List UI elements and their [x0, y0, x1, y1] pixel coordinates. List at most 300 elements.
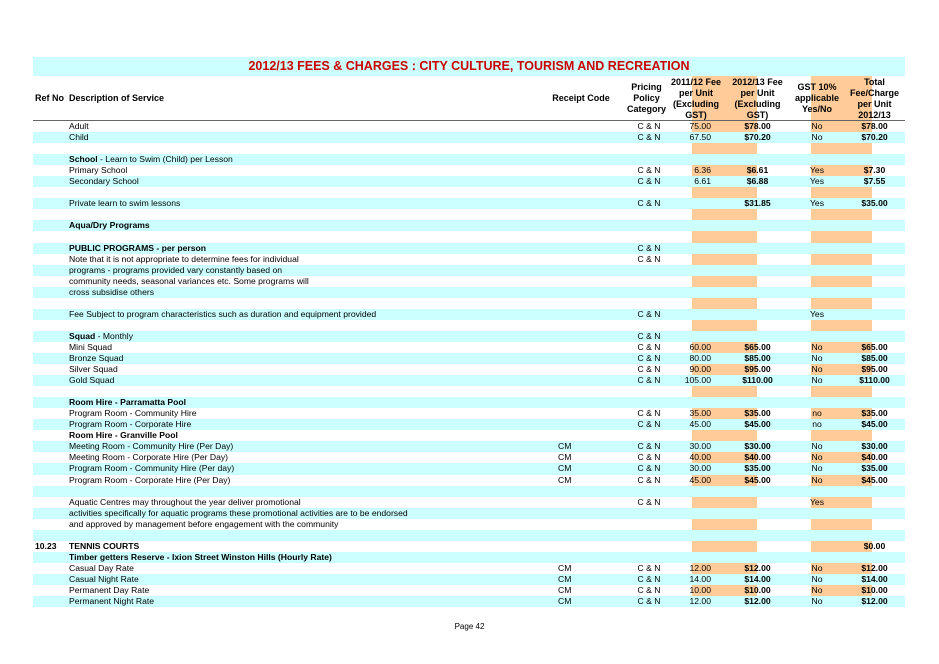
row-pol: C & N — [637, 474, 661, 485]
row-f11: 30.00 — [689, 441, 711, 452]
row-pol: C & N — [637, 330, 661, 341]
row-gst: No — [811, 573, 823, 584]
row-f11 — [681, 287, 711, 298]
row-f11 — [681, 243, 711, 254]
row-description-text: Permanent Night Rate — [69, 596, 155, 607]
row-pol — [633, 187, 665, 198]
row-pol — [633, 143, 665, 154]
row-f11: 30.00 — [689, 463, 711, 474]
table-row — [33, 364, 905, 375]
row-f12: $70.20 — [744, 132, 771, 143]
row-gst: No — [811, 441, 823, 452]
row-description — [69, 563, 134, 574]
row-f11: 67.50 — [689, 132, 711, 143]
row-tot — [844, 331, 905, 342]
row-tot — [844, 552, 905, 563]
row-gst: Yes — [809, 198, 825, 209]
row-f12: $30.00 — [744, 441, 771, 452]
row-description-text: cross subsidise others — [69, 286, 155, 297]
row-pol — [633, 276, 665, 287]
row-description — [69, 452, 228, 463]
row-description — [69, 397, 186, 408]
row-ref: 10.23 — [35, 540, 57, 551]
table-row — [33, 154, 905, 165]
row-description — [69, 353, 123, 364]
row-f11 — [681, 309, 711, 320]
row-f12: $35.00 — [744, 408, 771, 419]
table-row — [33, 176, 905, 187]
row-description — [69, 552, 332, 563]
table-row — [33, 408, 905, 419]
row-description-text: Casual Night Rate — [69, 573, 139, 584]
row-description-bold: PUBLIC PROGRAMS - per person — [69, 242, 207, 253]
row-description-bold: Squad — [69, 330, 96, 341]
row-f12 — [725, 386, 790, 397]
row-description — [69, 463, 234, 474]
row-gst: No — [811, 352, 823, 363]
row-f12: $6.88 — [746, 176, 769, 187]
row-f11 — [681, 187, 711, 198]
header-ref: Ref No — [35, 93, 64, 103]
row-tot: $70.20 — [861, 132, 888, 143]
row-tot — [844, 497, 905, 508]
row-pol: C & N — [637, 584, 661, 595]
row-gst — [790, 276, 844, 287]
row-gst — [790, 154, 844, 165]
row-gst: No — [811, 364, 823, 375]
row-description — [69, 342, 112, 353]
row-f11 — [681, 497, 711, 508]
row-f12 — [725, 220, 790, 231]
row-tot: $35.00 — [861, 463, 888, 474]
row-tot — [844, 276, 905, 287]
row-f12 — [725, 430, 790, 441]
row-pol — [633, 519, 665, 530]
row-f12 — [725, 276, 790, 287]
row-f12 — [725, 143, 790, 154]
row-gst: No — [811, 562, 823, 573]
row-tot — [844, 265, 905, 276]
row-pol — [633, 154, 665, 165]
row-pol — [633, 298, 665, 309]
row-f12 — [725, 530, 790, 541]
table-row — [33, 342, 905, 353]
row-f12 — [725, 231, 790, 242]
row-gst — [790, 220, 844, 231]
row-pol: C & N — [637, 341, 661, 352]
row-gst — [790, 486, 844, 497]
table-row — [33, 530, 905, 541]
row-pol: C & N — [637, 132, 661, 143]
table-row — [33, 574, 905, 585]
row-f12: $45.00 — [744, 474, 771, 485]
row-f11 — [681, 276, 711, 287]
row-pol — [633, 552, 665, 563]
row-tot — [844, 154, 905, 165]
row-f11 — [681, 220, 711, 231]
row-f11: 60.00 — [689, 341, 711, 352]
row-description-text: Gold Squad — [69, 375, 115, 386]
row-f11 — [681, 519, 711, 530]
row-gst: No — [811, 452, 823, 463]
row-pol — [633, 541, 665, 552]
row-f12 — [725, 187, 790, 198]
row-pol: C & N — [637, 176, 661, 187]
row-f11: 45.00 — [689, 419, 711, 430]
table-row — [33, 519, 905, 530]
row-rcpt: CM — [558, 573, 572, 584]
table-row — [33, 309, 905, 320]
row-f12 — [725, 497, 790, 508]
row-f12 — [725, 320, 790, 331]
row-tot — [844, 220, 905, 231]
row-gst: No — [811, 341, 823, 352]
row-description-bold: Timber getters Reserve - Ixion Street Winston Hills (Hourly Rate) — [69, 551, 332, 562]
row-f12: $78.00 — [744, 121, 771, 131]
row-pol: C & N — [637, 562, 661, 573]
row-f11: 105.00 — [684, 375, 711, 386]
row-gst — [790, 243, 844, 254]
row-description-text: Aquatic Centres may throughout the year deliver promotional — [69, 496, 301, 507]
row-f12 — [725, 265, 790, 276]
row-pol: C & N — [637, 375, 661, 386]
row-pol — [633, 386, 665, 397]
row-f11 — [681, 198, 711, 209]
row-description — [69, 243, 206, 254]
row-tot: $14.00 — [861, 573, 888, 584]
row-f12 — [725, 486, 790, 497]
row-tot — [844, 508, 905, 519]
row-description — [69, 276, 309, 287]
row-description — [69, 287, 154, 298]
row-pol — [633, 209, 665, 220]
row-description-bold: Aqua/Dry Programs — [69, 220, 150, 231]
row-f11: 6.36 — [694, 165, 711, 176]
row-description-text: Primary School — [69, 165, 128, 176]
row-pol: C & N — [637, 165, 661, 176]
row-gst — [790, 320, 844, 331]
row-tot — [844, 231, 905, 242]
row-tot: $95.00 — [861, 364, 888, 375]
table-row — [33, 231, 905, 242]
row-rcpt: CM — [558, 441, 572, 452]
row-description-text: Meeting Room - Community Hire (Per Day) — [69, 441, 234, 452]
row-f11 — [681, 320, 711, 331]
row-description-text: Program Room - Community Hire (Per day) — [69, 463, 235, 474]
table-row — [33, 419, 905, 430]
row-f12 — [725, 309, 790, 320]
row-description — [69, 541, 139, 552]
row-pol: C & N — [637, 121, 661, 131]
header-receipt-code: Receipt Code — [552, 93, 610, 103]
table-row — [33, 585, 905, 596]
row-f12 — [725, 508, 790, 519]
table-row — [33, 475, 905, 486]
row-pol — [633, 231, 665, 242]
row-pol: C & N — [637, 419, 661, 430]
table-row — [33, 452, 905, 463]
header-fee-2011: 2011/12 Fee per Unit (Excluding GST) — [670, 76, 722, 120]
row-gst: No — [811, 375, 823, 386]
row-f11 — [681, 154, 711, 165]
table-row — [33, 243, 905, 254]
row-description-bold: School — [69, 154, 98, 165]
row-f12 — [725, 154, 790, 165]
row-gst: Yes — [809, 308, 825, 319]
row-description — [69, 596, 154, 607]
table-row — [33, 287, 905, 298]
row-gst — [790, 265, 844, 276]
row-description-text: programs - programs provided vary constantly based on — [69, 264, 283, 275]
row-pol: C & N — [637, 364, 661, 375]
row-gst — [790, 397, 844, 408]
row-f12 — [725, 331, 790, 342]
row-description-text: Secondary School — [69, 176, 139, 187]
row-f12: $40.00 — [744, 452, 771, 463]
row-gst — [790, 231, 844, 242]
row-tot: $85.00 — [861, 352, 888, 363]
row-description — [69, 519, 338, 530]
row-gst: No — [811, 121, 823, 131]
row-description — [69, 198, 180, 209]
row-gst — [790, 298, 844, 309]
header-pricing-policy: Pricing Policy Category — [626, 82, 666, 114]
row-f11 — [681, 386, 711, 397]
row-gst: Yes — [809, 176, 825, 187]
row-description — [69, 497, 301, 508]
row-f11 — [681, 552, 711, 563]
row-f12 — [725, 541, 790, 552]
row-f12: $85.00 — [744, 352, 771, 363]
row-tot: $12.00 — [861, 562, 888, 573]
row-tot: $30.00 — [861, 441, 888, 452]
table-row — [33, 430, 905, 441]
row-pol: C & N — [637, 198, 661, 209]
row-f11 — [681, 541, 711, 552]
row-tot: $10.00 — [861, 584, 888, 595]
row-f11 — [681, 231, 711, 242]
row-description — [69, 585, 149, 596]
row-f12 — [725, 298, 790, 309]
row-description-text: - Learn to Swim (Child) per Lesson — [97, 154, 233, 165]
table-row — [33, 121, 905, 132]
row-description — [69, 254, 299, 265]
row-tot — [844, 287, 905, 298]
table-row — [33, 331, 905, 342]
table-row — [33, 265, 905, 276]
row-tot: $7.30 — [863, 165, 886, 176]
row-tot — [844, 309, 905, 320]
row-pol — [633, 508, 665, 519]
table-row — [33, 276, 905, 287]
row-f11: 10.00 — [689, 584, 711, 595]
row-description — [69, 154, 233, 165]
page-number: Page 42 — [454, 622, 485, 631]
row-tot: $12.00 — [861, 596, 888, 607]
table-row — [33, 463, 905, 474]
row-description-text: Note that it is not appropriate to determine fees for individual — [69, 253, 299, 264]
row-description — [69, 220, 150, 231]
row-f12: $14.00 — [744, 573, 771, 584]
table-header — [33, 76, 905, 121]
table-row — [33, 441, 905, 452]
row-pol: C & N — [637, 463, 661, 474]
row-gst — [790, 209, 844, 220]
row-gst — [790, 519, 844, 530]
row-description-text: Program Room - Corporate Hire (Per Day) — [69, 474, 231, 485]
row-rcpt: CM — [558, 584, 572, 595]
row-pol: C & N — [637, 441, 661, 452]
row-gst: Yes — [809, 496, 825, 507]
row-rcpt: CM — [558, 474, 572, 485]
row-f12: $35.00 — [744, 463, 771, 474]
table-row — [33, 198, 905, 209]
row-f11 — [681, 265, 711, 276]
row-description-text: Program Room - Community Hire — [69, 408, 197, 419]
row-f12 — [725, 397, 790, 408]
row-pol: C & N — [637, 308, 661, 319]
row-description — [69, 176, 139, 187]
row-gst: no — [812, 419, 822, 430]
table-row — [33, 563, 905, 574]
row-gst: No — [811, 474, 823, 485]
row-gst: No — [811, 463, 823, 474]
row-f11: 80.00 — [689, 352, 711, 363]
row-pol — [633, 220, 665, 231]
row-tot — [844, 430, 905, 441]
row-description — [69, 265, 282, 276]
row-tot: $7.55 — [863, 176, 886, 187]
row-f12: $12.00 — [744, 562, 771, 573]
table-row — [33, 165, 905, 176]
row-tot — [844, 243, 905, 254]
row-f12: $6.61 — [746, 165, 769, 176]
row-gst — [790, 187, 844, 198]
row-tot: $40.00 — [861, 452, 888, 463]
row-pol — [633, 320, 665, 331]
row-f11: 14.00 — [689, 573, 711, 584]
row-f12 — [725, 552, 790, 563]
row-description — [69, 408, 197, 419]
table-row — [33, 298, 905, 309]
row-tot — [844, 320, 905, 331]
row-description-text: Fee Subject to program characteristics such as duration and equipment provided — [69, 308, 377, 319]
row-f12 — [725, 254, 790, 265]
row-description-text: Private learn to swim lessons — [69, 198, 181, 209]
table-row — [33, 187, 905, 198]
row-f11 — [681, 486, 711, 497]
row-f11 — [681, 397, 711, 408]
row-description-text: Child — [69, 132, 89, 143]
row-description-text: Casual Day Rate — [69, 562, 134, 573]
row-tot: $45.00 — [861, 419, 888, 430]
row-tot — [844, 486, 905, 497]
row-description-text: and approved by management before engagement with the community — [69, 518, 339, 529]
table-row — [33, 486, 905, 497]
row-f11: 12.00 — [689, 562, 711, 573]
row-description — [69, 430, 178, 441]
row-f11 — [681, 298, 711, 309]
row-pol: C & N — [637, 596, 661, 607]
row-f11: 35.00 — [689, 408, 711, 419]
row-gst: No — [811, 132, 823, 143]
row-gst — [790, 331, 844, 342]
row-tot — [844, 530, 905, 541]
row-pol: C & N — [637, 242, 661, 253]
table-row — [33, 132, 905, 143]
row-pol: C & N — [637, 573, 661, 584]
row-description-text: - Monthly — [95, 330, 133, 341]
header-description: Description of Service — [69, 93, 165, 103]
table-row — [33, 386, 905, 397]
row-gst — [790, 287, 844, 298]
row-gst — [790, 552, 844, 563]
table-row — [33, 552, 905, 563]
row-rcpt: CM — [558, 463, 572, 474]
row-f11 — [681, 530, 711, 541]
row-tot — [844, 143, 905, 154]
row-f11 — [681, 254, 711, 265]
row-tot: $35.00 — [861, 198, 888, 209]
row-f12: $95.00 — [744, 364, 771, 375]
row-f11 — [681, 430, 711, 441]
row-description-text: activities specifically for aquatic programs these promotional activities are to be endorsed — [69, 507, 408, 518]
row-gst: no — [812, 408, 822, 419]
table-row — [33, 508, 905, 519]
row-gst — [790, 386, 844, 397]
header-gst: GST 10% applicable Yes/No — [794, 82, 839, 114]
row-pol: C & N — [637, 452, 661, 463]
row-description — [69, 309, 376, 320]
row-description — [69, 419, 191, 430]
row-description-bold: Room Hire - Granville Pool — [69, 430, 178, 441]
table-row — [33, 375, 905, 386]
row-pol — [633, 430, 665, 441]
row-pol: C & N — [637, 408, 661, 419]
row-description — [69, 121, 89, 132]
table-row — [33, 541, 905, 552]
row-description — [69, 574, 139, 585]
row-tot — [844, 187, 905, 198]
row-f11: 75.00 — [689, 121, 711, 131]
row-pol — [633, 397, 665, 408]
row-description-text: Permanent Day Rate — [69, 584, 150, 595]
row-description-text: Meeting Room - Corporate Hire (Per Day) — [69, 452, 229, 463]
row-description — [69, 165, 127, 176]
row-description — [69, 441, 233, 452]
row-gst — [790, 530, 844, 541]
row-tot: $45.00 — [861, 474, 888, 485]
row-description — [69, 375, 114, 386]
row-f11 — [681, 143, 711, 154]
row-tot — [844, 298, 905, 309]
row-f12: $45.00 — [744, 419, 771, 430]
row-f11 — [681, 508, 711, 519]
row-tot: $35.00 — [861, 408, 888, 419]
table-row — [33, 209, 905, 220]
row-description-bold: TENNIS COURTS — [69, 540, 140, 551]
table-row — [33, 397, 905, 408]
row-f11: 90.00 — [689, 364, 711, 375]
table-row — [33, 497, 905, 508]
table-row — [33, 320, 905, 331]
row-tot: $65.00 — [861, 341, 888, 352]
table-row — [33, 220, 905, 231]
row-rcpt: CM — [558, 452, 572, 463]
row-description — [69, 132, 89, 143]
table-row — [33, 143, 905, 154]
row-gst — [790, 143, 844, 154]
